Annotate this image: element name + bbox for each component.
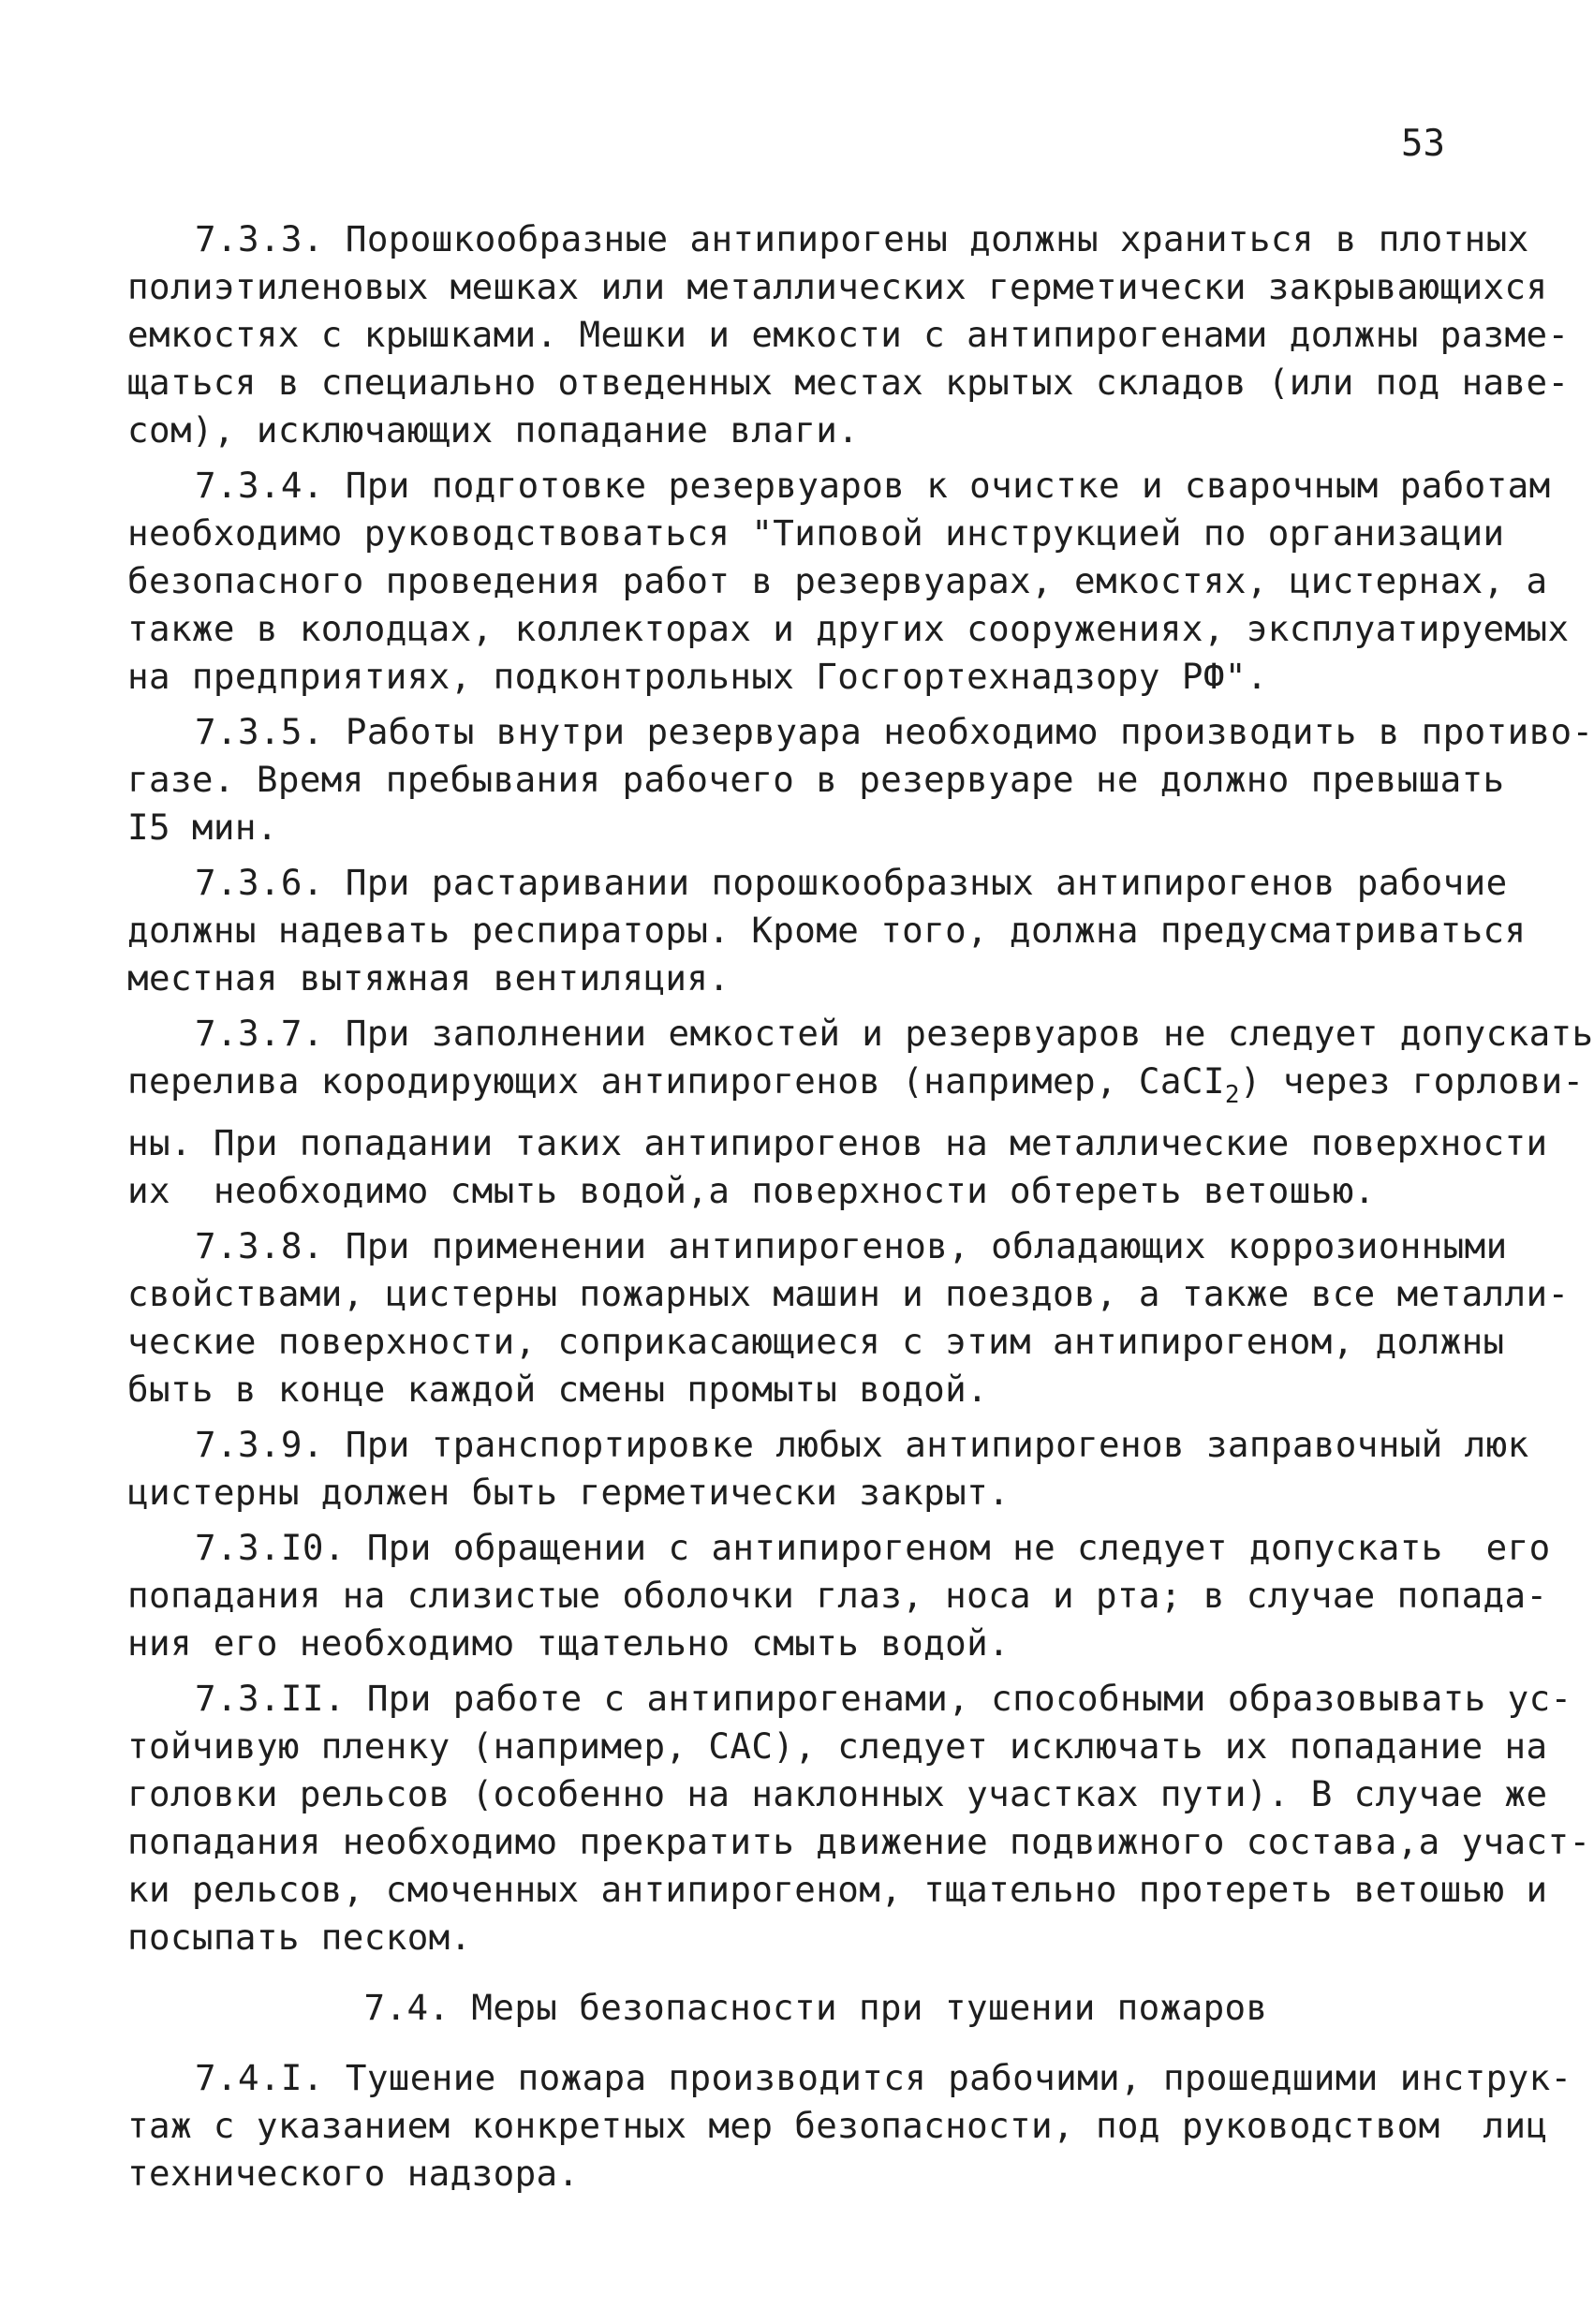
paragraph-line: посыпать песком. bbox=[127, 1917, 472, 1958]
paragraph-7-3-7 bbox=[127, 1010, 1594, 1215]
paragraph-line: 7.3.9. При транспортировке любых антипирогенов заправочный люк bbox=[195, 1424, 1529, 1465]
page-number: 53 bbox=[1401, 123, 1445, 165]
paragraph-line: 7.3.8. При применении антипирогенов, обладающих коррозионными bbox=[195, 1225, 1508, 1266]
paragraph-line: попадания необходимо прекратить движение подвижного состава,а участ- bbox=[127, 1821, 1591, 1862]
paragraph-line: тойчивую пленку (например, САС), следует исключать их попадание на bbox=[127, 1725, 1548, 1767]
paragraph-7-3-6 bbox=[127, 859, 1527, 1002]
paragraph-line: 7.3.4. При подготовке резервуаров к очистке и сварочным работам bbox=[195, 465, 1551, 506]
paragraph-line-head: перелива кородирующих антипирогенов (например, CaCI bbox=[127, 1060, 1225, 1102]
paragraph-line: ческие поверхности, соприкасающиеся с этим антипирогеном, должны bbox=[127, 1321, 1505, 1362]
paragraph-line: 7.3.6. При растаривании порошкообразных антипирогенов рабочие bbox=[195, 862, 1508, 903]
paragraph-line: должны надевать респираторы. Кроме того, должна предусматриваться bbox=[127, 910, 1527, 951]
paragraph-line: свойствами, цистерны пожарных машин и поездов, а также все металли- bbox=[127, 1273, 1570, 1314]
paragraph-7-3-10 bbox=[127, 1524, 1551, 1667]
paragraph-line: безопасного проведения работ в резервуарах, емкостях, цистернах, а bbox=[127, 560, 1548, 601]
paragraph-line: головки рельсов (особенно на наклонных участках пути). В случае же bbox=[127, 1773, 1548, 1814]
paragraph-7-3-5 bbox=[127, 708, 1594, 851]
paragraph-line: полиэтиленовых мешках или металлических герметически закрывающихся bbox=[127, 266, 1548, 307]
paragraph-line: ки рельсов, смоченных антипирогеном, тщательно протереть ветошью и bbox=[127, 1869, 1548, 1910]
paragraph-line: 7.3.II. При работе с антипирогенами, способными образовывать ус- bbox=[195, 1678, 1572, 1719]
section-heading: 7.4. Меры безопасности при тушении пожаров bbox=[363, 1987, 1268, 2028]
paragraph-line: необходимо руководствоваться "Типовой инструкцией по организации bbox=[127, 512, 1505, 554]
paragraph-line: 7.3.5. Работы внутри резервуара необходимо производить в противо- bbox=[195, 711, 1594, 752]
paragraph-line: 7.3.I0. При обращении с антипирогеном не следует допускать его bbox=[195, 1527, 1551, 1568]
paragraph-line: быть в конце каждой смены промыты водой. bbox=[127, 1369, 989, 1410]
paragraph-line: попадания на слизистые оболочки глаз, носа и рта; в случае попада- bbox=[127, 1575, 1548, 1616]
paragraph-7-3-9 bbox=[127, 1421, 1529, 1517]
paragraph-line: ния его необходимо тщательно смыть водой. bbox=[127, 1622, 1011, 1664]
paragraph-line: 7.3.7. При заполнении емкостей и резервуаров не следует допускать bbox=[195, 1013, 1594, 1054]
paragraph-line: 7.4.I. Тушение пожара производится рабочими, прошедшими инструк- bbox=[195, 2057, 1572, 2098]
chemical-subscript: 2 bbox=[1224, 1081, 1240, 1109]
paragraph-line: также в колодцах, коллекторах и других сооружениях, эксплуатируемых bbox=[127, 608, 1570, 649]
paragraph-line: I5 мин. bbox=[127, 807, 278, 848]
paragraph-line: газе. Время пребывания рабочего в резервуаре не должно превышать bbox=[127, 759, 1505, 800]
paragraph-7-3-3 bbox=[127, 215, 1570, 454]
paragraph-line: технического надзора. bbox=[127, 2153, 580, 2194]
paragraph-line: таж с указанием конкретных мер безопасности, под руководством лиц bbox=[127, 2105, 1548, 2146]
paragraph-7-3-4 bbox=[127, 462, 1570, 701]
paragraph-line: емкостях с крышками. Мешки и емкости с антипирогенами должны разме- bbox=[127, 314, 1570, 355]
paragraph-line: на предприятиях, подконтрольных Госгортехнадзору РФ". bbox=[127, 656, 1268, 697]
paragraph-7-3-8 bbox=[127, 1222, 1570, 1414]
paragraph-line: 7.3.3. Порошкообразные антипирогены должны храниться в плотных bbox=[195, 218, 1529, 259]
paragraph-line: местная вытяжная вентиляция. bbox=[127, 957, 731, 999]
paragraph-line: их необходимо смыть водой,а поверхности обтереть ветошью. bbox=[127, 1170, 1376, 1211]
paragraph-line: сом), исключающих попадание влаги. bbox=[127, 409, 860, 451]
document-body bbox=[127, 215, 1594, 2205]
paragraph-7-4-1 bbox=[127, 2054, 1572, 2198]
paragraph-line-tail: ) через горлови- bbox=[1239, 1060, 1585, 1102]
paragraph-7-3-11 bbox=[127, 1675, 1591, 1961]
paragraph-line: щаться в специально отведенных местах крытых складов (или под наве- bbox=[127, 362, 1570, 403]
paragraph-line: цистерны должен быть герметически закрыт. bbox=[127, 1472, 1011, 1513]
paragraph-line: ны. При попадании таких антипирогенов на металлические поверхности bbox=[127, 1122, 1548, 1163]
paragraph-line-with-subscript bbox=[127, 1058, 1585, 1119]
